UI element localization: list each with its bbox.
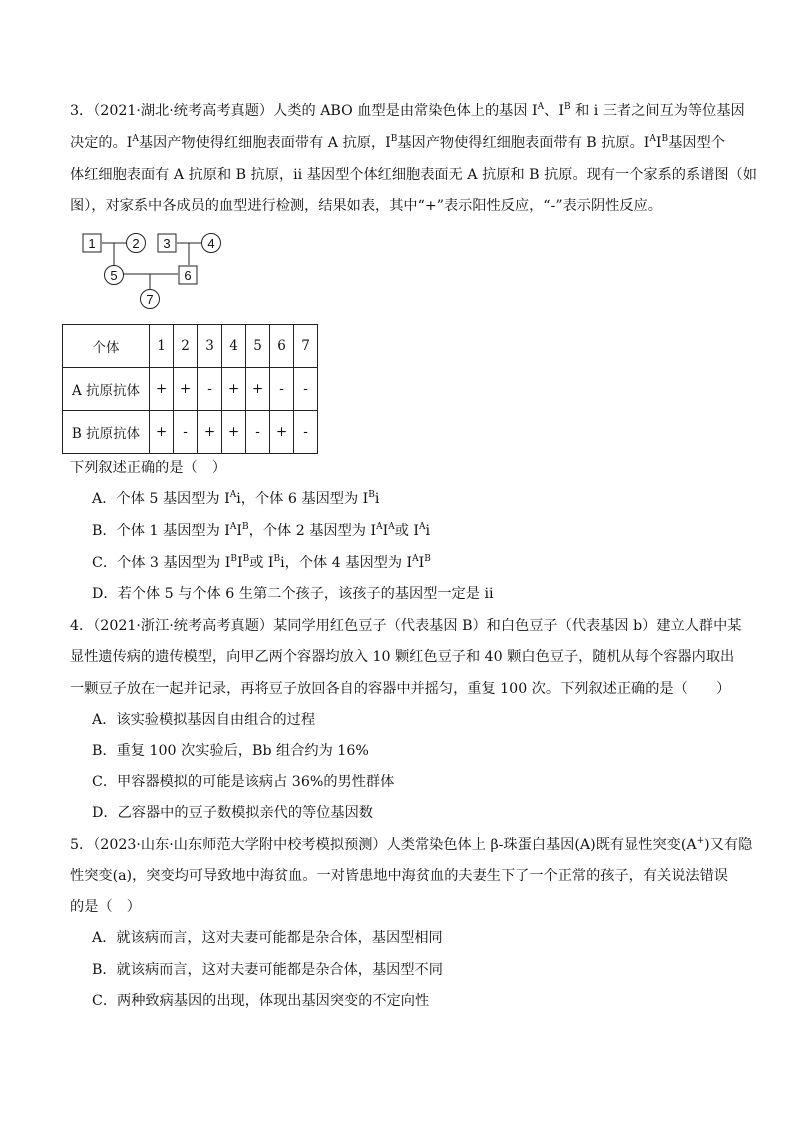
label-3: 3 [163, 236, 171, 251]
q5-option-b[interactable]: B．就该病而言，这对夫妻可能都是杂合体，基因型不同 [92, 962, 443, 978]
q5-line-2: 性突变(a)，突变均可导致地中海贫血。一对皆患地中海贫血的夫妻生下了一个正常的孩子，有关说法错误 [70, 868, 728, 884]
label-4: 4 [207, 236, 215, 251]
q3-line-2: 决定的。$I^A$基因产物使得红细胞表面带有 A 抗原，$I^B$基因产物使得红细胞表面带有 B 抗原。$I^AI^B$基因型个 [70, 134, 725, 151]
q4-option-b[interactable]: B．重复 100 次实验后，Bb 组合约为 16% [92, 743, 369, 759]
q5-option-c[interactable]: C．两种致病基因的出现，体现出基因突变的不定向性 [92, 993, 430, 1009]
q3-option-a[interactable]: A．个体 5 基因型为 $I^Ai$，个体 6 基因型为 $I^Bi$ [92, 490, 380, 507]
q4-line-2: 显性遗传病的遗传模型，向甲乙两个容器均放入 10 颗红色豆子和 40 颗白色豆子，随机从每个容器内取出 [70, 649, 735, 665]
pedigree-chart [70, 228, 230, 314]
label-7: 7 [146, 292, 154, 307]
q3-line-3: 体红细胞表面有 A 抗原和 B 抗原，ii 基因型个体红细胞表面无 A 抗原和 B 抗原。现有一个家系的系谱图（如 [70, 167, 757, 183]
q3-option-d[interactable]: D．若个体 5 与个体 6 生第二个孩子，该孩子的基因型一定是 ii [92, 586, 494, 602]
label-5: 5 [110, 268, 118, 283]
q5-line-3: 的是（ ） [70, 899, 141, 915]
q3-option-c[interactable]: C．个体 3 基因型为 $I^BI^B$或 $I^Bi$，个体 4 基因型为 $I^AI^B$ [92, 554, 431, 571]
q4-option-d[interactable]: D．乙容器中的豆子数模拟亲代的等位基因数 [92, 805, 373, 821]
label-1: 1 [88, 236, 96, 251]
q3-stem: 下列叙述正确的是（ ） [70, 460, 227, 476]
q4-option-c[interactable]: C．甲容器模拟的可能是该病占 36%的男性群体 [92, 774, 395, 790]
q5-option-a[interactable]: A．就该病而言，这对夫妻可能都是杂合体，基因型相同 [92, 930, 443, 946]
q3-line-1: 3．（2021·湖北·统考高考真题）人类的 ABO 血型是由常染色体上的基因 $I^A$、$I^B$ 和 i 三者之间互为等位基因 [70, 102, 745, 119]
label-2: 2 [132, 236, 140, 251]
label-6: 6 [184, 268, 192, 283]
q4-option-a[interactable]: A．该实验模拟基因自由组合的过程 [92, 712, 316, 728]
q4-line-3: 一颗豆子放在一起并记录，再将豆子放回各自的容器中并摇匀，重复 100 次。下列叙述正确的是（ ） [70, 681, 731, 697]
table-row-b-antigen: B 抗原抗体 + - + + - + - [63, 411, 318, 454]
q5-line-1: 5．（2023·山东·山东师范大学附中校考模拟预测）人类常染色体上 β-珠蛋白基因(A)既有显性突变(A+)又有隐 [70, 836, 753, 853]
table-row-a-antigen: A 抗原抗体 + + - + + - - [63, 368, 318, 411]
q3-line-4: 图），对家系中各成员的血型进行检测，结果如表，其中“+”表示阳性反应，“-”表示阴性反应。 [70, 198, 662, 214]
table-header-row: 个体 1 2 3 4 5 6 7 [63, 325, 318, 368]
blood-test-table [62, 324, 318, 454]
q3-option-b[interactable]: B．个体 1 基因型为 $I^AI^B$，个体 2 基因型为 $I^AI^A$或 $I^Ai$ [92, 522, 431, 539]
q4-line-1: 4．（2021·浙江·统考高考真题）某同学用红色豆子（代表基因 B）和白色豆子（代表基因 b）建立人群中某 [70, 618, 742, 634]
